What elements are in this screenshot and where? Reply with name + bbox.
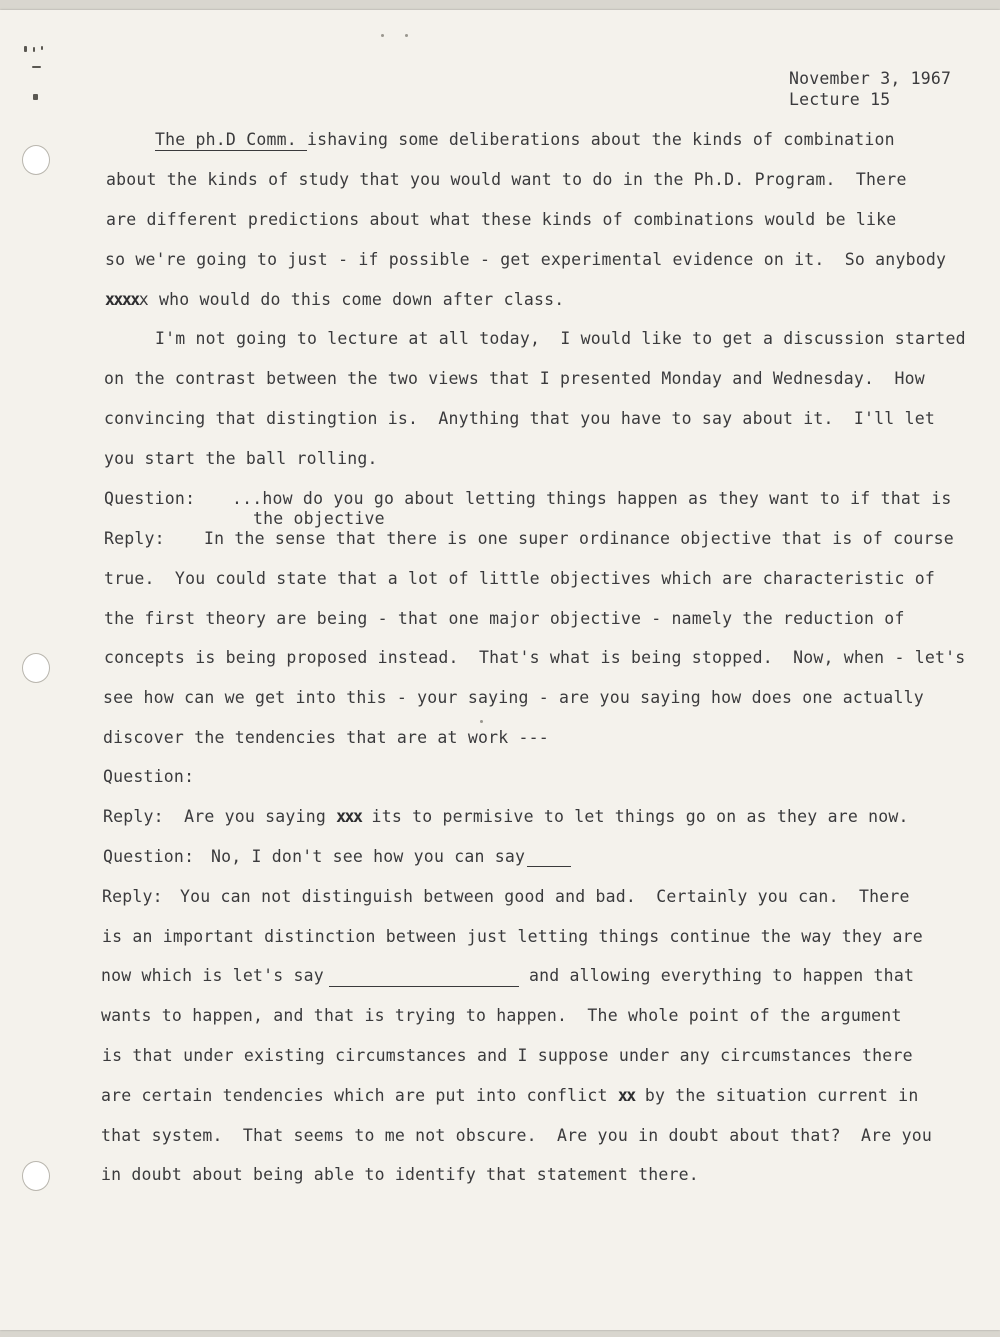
text-run: ishaving some deliberations about the kinds of combination	[307, 130, 895, 149]
question-1-text: ...how do you go about letting things happen as they want to if that is	[232, 489, 952, 508]
lecture-number: Lecture 15	[789, 90, 891, 109]
punch-hole-middle	[22, 653, 50, 683]
text-run: its to permisive to let things go on as they are now.	[361, 807, 909, 826]
reply-label: Reply:	[102, 887, 163, 906]
reply-3-line-1: You can not distinguish between good and bad. Certainly you can. There	[180, 887, 910, 906]
reply-1-line-6: discover the tendencies that are at work ---	[103, 728, 549, 747]
reply-3-line-7: that system. That seems to me not obscure. Are you in doubt about that? Are you	[101, 1126, 932, 1145]
document-date: November 3, 1967	[789, 69, 952, 88]
reply-1-line-3: the first theory are being - that one major objective - namely the reduction of	[104, 609, 905, 628]
question-1-text-continued: the objective	[253, 509, 385, 528]
question-3-text: No, I don't see how you can say	[211, 847, 526, 866]
reply-3-line-2: is an important distinction between just letting things continue the way they are	[102, 927, 923, 946]
question-label: Question:	[103, 847, 195, 866]
question-label: Question:	[103, 767, 195, 786]
reply-3-line-3-start: now which is let's say	[101, 966, 324, 985]
reply-3-line-5: is that under existing circumstances and I suppose under any circumstances there	[102, 1046, 913, 1065]
paragraph-1-line-5	[105, 291, 564, 309]
reply-3-line-4: wants to happen, and that is trying to happen. The whole point of the argument	[101, 1006, 902, 1025]
struck-out-text: xxxx	[105, 290, 139, 309]
text-gap	[164, 807, 184, 826]
struck-out-text: xxx	[336, 807, 362, 826]
paragraph-1-line-2: about the kinds of study that you would want to do in the Ph.D. Program. There	[106, 170, 907, 189]
punch-hole-bottom	[22, 1161, 50, 1191]
reply-1-line-5: see how can we get into this - your saying - are you saying how does one actually	[103, 688, 924, 707]
reply-3-line-8: in doubt about being able to identify that statement there.	[101, 1165, 699, 1184]
punch-hole-top	[22, 145, 50, 175]
margin-speck	[33, 47, 35, 52]
committee-underlined-text: The ph.D Comm.	[155, 130, 308, 149]
margin-speck	[33, 94, 38, 100]
struck-out-text: xx	[617, 1086, 635, 1105]
text-run: by the situation current in	[634, 1086, 919, 1105]
reply-3-line-3-end: and allowing everything to happen that	[529, 966, 915, 985]
text-run: Are you saying	[184, 807, 337, 826]
reply-3-line-6	[101, 1087, 918, 1105]
margin-speck	[41, 46, 43, 50]
document-page	[0, 10, 1000, 1330]
paper-speck	[405, 34, 408, 37]
text-run: are certain tendencies which are put into conflict	[101, 1086, 618, 1105]
paragraph-1-line-4: so we're going to just - if possible - get experimental evidence on it. So anybody	[105, 250, 947, 269]
blank-line	[329, 986, 519, 987]
paper-speck	[381, 34, 384, 37]
reply-1-line-2: true. You could state that a lot of little objectives which are characteristic of	[104, 569, 935, 588]
blank-line	[527, 866, 571, 867]
reply-2-line-1	[103, 808, 909, 826]
paper-speck	[480, 720, 483, 723]
margin-speck	[24, 46, 27, 52]
text-run: x who would do this come down after class.	[138, 290, 565, 309]
paragraph-1-line-1	[155, 131, 895, 149]
paragraph-2-line-2: on the contrast between the two views that I presented Monday and Wednesday. How	[104, 369, 925, 388]
paragraph-2-line-4: you start the ball rolling.	[104, 449, 378, 468]
paragraph-2-line-3: convincing that distingtion is. Anything that you have to say about it. I'll let	[104, 409, 935, 428]
reply-label: Reply:	[104, 529, 165, 548]
reply-label: Reply:	[103, 807, 164, 826]
reply-1-line-1: In the sense that there is one super ordinance objective that is of course	[204, 529, 954, 548]
reply-1-line-4: concepts is being proposed instead. That's what is being stopped. Now, when - let's	[104, 648, 966, 667]
margin-speck	[32, 66, 41, 68]
question-label: Question:	[104, 489, 196, 508]
paragraph-2-line-1: I'm not going to lecture at all today, I would like to get a discussion started	[155, 329, 966, 348]
paragraph-1-line-3: are different predictions about what these kinds of combinations would be like	[106, 210, 897, 229]
